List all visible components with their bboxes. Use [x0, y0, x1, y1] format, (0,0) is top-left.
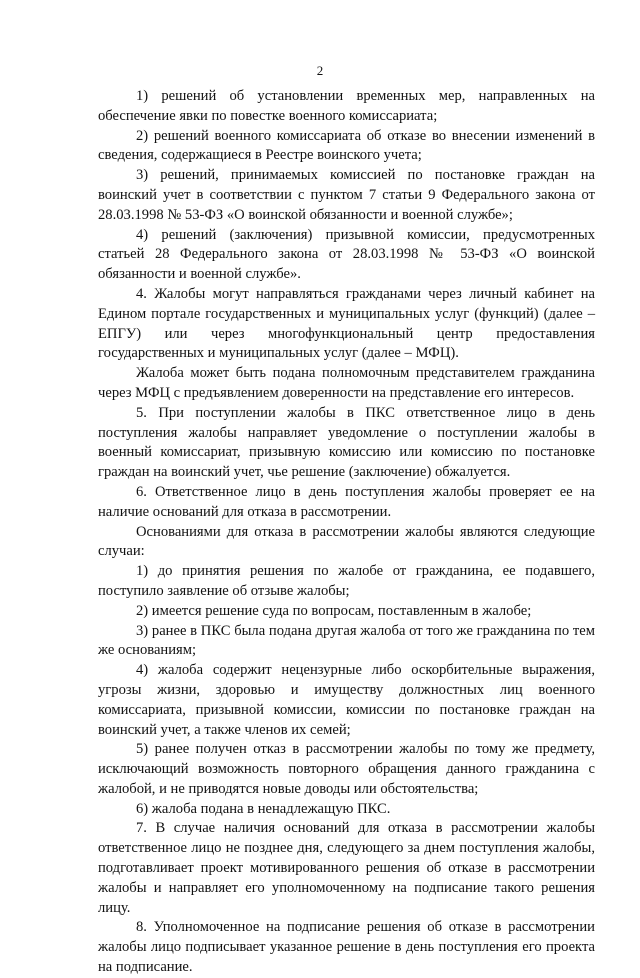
paragraph-2: 2) решений военного комиссариата об отказе во внесении изменений в сведения, содержащиеся в Реестре воинского учета; [98, 127, 595, 164]
paragraph-8: 6. Ответственное лицо в день поступления жалобы проверяет ее на наличие оснований для отказа в рассмотрении. [98, 483, 595, 520]
paragraph-4: 4) решений (заключения) призывной комиссии, предусмотренных статьей 28 Федерального закона от 28.03.1998 № 53-ФЗ «О воинской обязанности и военной службе». [98, 226, 595, 283]
paragraph-1: 1) решений об установлении временных мер, направленных на обеспечение явки по повестке военного комиссариата; [98, 88, 595, 124]
paragraph-12: 3) ранее в ПКС была подана другая жалоба от того же гражданина по тем же основаниям; [98, 622, 595, 659]
paragraph-3: 3) решений, принимаемых комиссией по постановке граждан на воинский учет в соответствии с пунктом 7 статьи 9 Федерального закона от 28.03.1998 № 53-ФЗ «О воинской обязанности и военной службе»; [98, 167, 595, 223]
paragraph-15: 6) жалоба подана в ненадлежащую ПКС. [136, 800, 391, 817]
paragraph-17: 8. Уполномоченное на подписание решения об отказе в рассмотрении жалобы лицо подписывает указанное решение в день поступления его проекта на подписание. [98, 919, 595, 976]
paragraph-6: Жалоба может быть подана полномочным представителем гражданина через МФЦ с предъявлением доверенности на представление его интересов. [98, 365, 595, 401]
paragraph-5: 4. Жалобы могут направляться гражданами через личный кабинет на Едином портале государственных и муниципальных услуг (функций) (далее – ЕПГУ) или через многофункциональный центр предоставления государственных и муниципальных услуг (далее – МФЦ). [98, 285, 595, 362]
document-body [98, 87, 595, 978]
paragraph-11: 2) имеется решение суда по вопросам, поставленным в жалобе; [136, 602, 532, 619]
paragraph-13: 4) жалоба содержит нецензурные либо оскорбительные выражения, угрозы жизни, здоровью и имуществу должностных лиц военного комиссариата, призывной комиссии, комиссии по постановке граждан на воинский учет, а также членов их семей; [98, 662, 595, 738]
paragraph-14: 5) ранее получен отказ в рассмотрении жалобы по тому же предмету, исключающий возможность повторного обращения данного гражданина с жалобой, и не приводятся новые доводы или обстоятельства; [98, 741, 595, 797]
paragraph-7: 5. При поступлении жалобы в ПКС ответственное лицо в день поступления жалобы направляет уведомление о поступлении жалобы в военный комиссариат, призывную комиссию или комиссию по постановке граждан на воинский учет, чье решение (заключение) обжалуется. [98, 404, 595, 481]
paragraph-16: 7. В случае наличия оснований для отказа в рассмотрении жалобы ответственное лицо не позднее дня, следующего за днем поступления жалобы, подготавливает проект мотивированного решения об отказе в рассмотрении жалобы и направляет его уполномоченному на подписание такого решения лицу. [98, 820, 595, 916]
paragraph-10: 1) до принятия решения по жалобе от гражданина, ее подавшего, поступило заявление об отзыве жалобы; [98, 563, 595, 599]
page-number: 2 [316, 63, 324, 78]
paragraph-9: Основаниями для отказа в рассмотрении жалобы являются следующие случаи: [98, 523, 595, 560]
